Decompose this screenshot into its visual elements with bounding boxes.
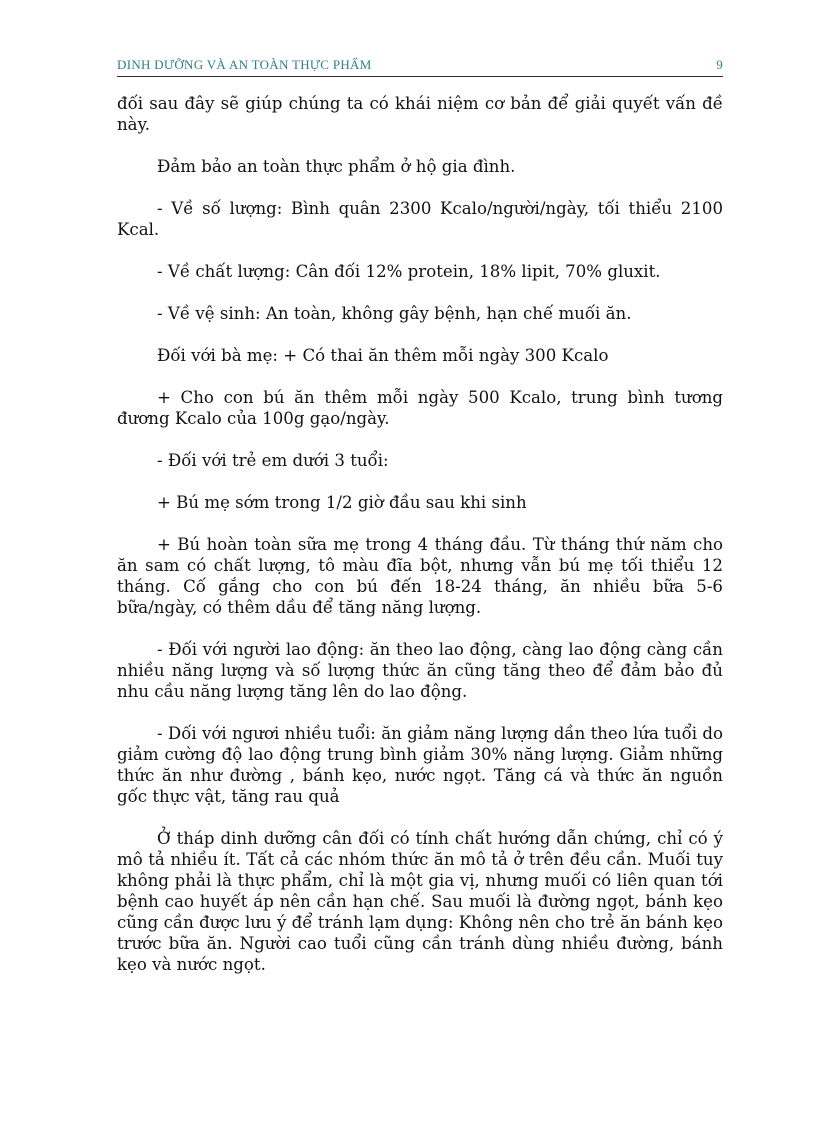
page-header [117, 54, 723, 77]
page-number: 9 [716, 57, 723, 72]
paragraph-children-heading: - Đối với trẻ em dưới 3 tuổi: [157, 451, 389, 470]
paragraph-food-safety-heading: Đảm bảo an toàn thực phẩm ở hộ gia đình. [157, 157, 516, 176]
page-body [117, 93, 723, 996]
paragraph-exclusive-breastfeeding: + Bú hoàn toàn sữa mẹ trong 4 tháng đầu. Từ tháng thứ năm cho ăn sam có chất lượng, tô màu đĩa bột, nhưng vẫn bú mẹ tối thiểu 12 tháng. Cố gắng cho con bú đến 18-24 tháng, ăn nhiều bữa 5-6 bữa/ngày, có thêm dầu để tăng năng lượng. [117, 535, 723, 617]
paragraph-mothers: Đối với bà mẹ: + Có thai ăn thêm mỗi ngày 300 Kcalo [157, 346, 609, 365]
paragraph-quantity: - Về số lượng: Bình quân 2300 Kcalo/người/ngày, tối thiểu 2100 Kcal. [117, 199, 723, 239]
paragraph-workers: - Đối với người lao động: ăn theo lao động, càng lao động càng cần nhiều năng lượng và số lượng thức ăn cũng tăng theo để đảm bảo đủ nhu cầu năng lượng tăng lên do lao động. [117, 640, 723, 701]
running-title: DINH DƯỠNG VÀ AN TOÀN THỰC PHẨM [117, 57, 372, 72]
paragraph-hygiene: - Về vệ sinh: An toàn, không gây bệnh, hạn chế muối ăn. [157, 304, 632, 323]
paragraph-early-breastfeeding: + Bú mẹ sớm trong 1/2 giờ đầu sau khi sinh [157, 493, 527, 512]
paragraph-quality: - Về chất lượng: Cân đối 12% protein, 18% lipit, 70% gluxit. [157, 262, 661, 281]
paragraph-food-pyramid: Ở tháp dinh dưỡng cân đối có tính chất hướng dẫn chứng, chỉ có ý mô tả nhiều ít. Tất cả các nhóm thức ăn mô tả ở trên đều cần. Muối tuy không phải là thực phẩm, chỉ là một gia vị, nhưng muối có liên quan tới bệnh cao huyết áp nên cần hạn chế. Sau muối là đường ngọt, bánh kẹo cũng cần được lưu ý để tránh lạm dụng: Không nên cho trẻ ăn bánh kẹo trước bữa ăn. Người cao tuổi cũng cần tránh dùng nhiều đường, bánh kẹo và nước ngọt. [117, 829, 723, 974]
paragraph-breastfeeding: + Cho con bú ăn thêm mỗi ngày 500 Kcalo, trung bình tương đương Kcalo của 100g gạo/ngày. [117, 388, 723, 428]
paragraph-elderly: - Dối với ngươi nhiều tuổi: ăn giảm năng lượng dần theo lứa tuổi do giảm cường độ lao động trung bình giảm 30% năng lượng. Giảm những thức ăn như đường , bánh kẹo, nước ngọt. Tăng cá và thức ăn nguồn gốc thực vật, tăng rau quả [117, 724, 723, 806]
paragraph-continuation: đối sau đây sẽ giúp chúng ta có khái niệm cơ bản để giải quyết vấn đề này. [117, 94, 723, 134]
